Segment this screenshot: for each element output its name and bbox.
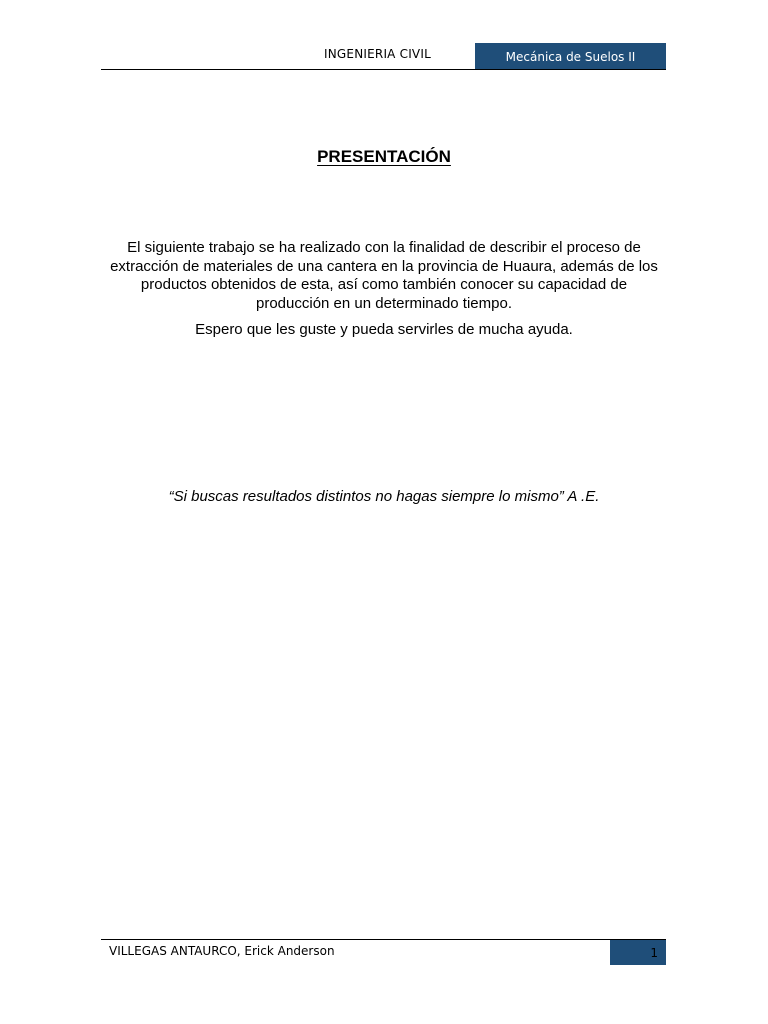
page-number-badge xyxy=(610,940,666,965)
quote-block xyxy=(0,488,768,505)
header-course-area: INGENIERIA CIVIL xyxy=(324,47,431,61)
quote-attribution: A .E. xyxy=(567,488,600,505)
closing-paragraph: Espero que les guste y pueda servirles de mucha ayuda. xyxy=(195,321,573,338)
page-title: PRESENTACIÓN xyxy=(317,147,451,166)
header-divider xyxy=(101,69,666,70)
header-subject-label: Mecánica de Suelos II xyxy=(505,49,636,64)
quote-text: “Si buscas resultados distintos no hagas siempre lo mismo” xyxy=(168,488,564,505)
page-number: 1 xyxy=(650,945,658,960)
intro-paragraph: El siguiente trabajo se ha realizado con la finalidad de describir el proceso de extracción de materiales de una cantera en la provincia de Huaura, además de los productos obtenidos de esta, así como también conocer su capacidad de producción en un determinado tiempo. xyxy=(110,239,658,312)
footer-divider xyxy=(101,939,666,940)
header-subject-badge xyxy=(475,43,666,70)
footer-author: VILLEGAS ANTAURCO, Erick Anderson xyxy=(109,944,335,958)
